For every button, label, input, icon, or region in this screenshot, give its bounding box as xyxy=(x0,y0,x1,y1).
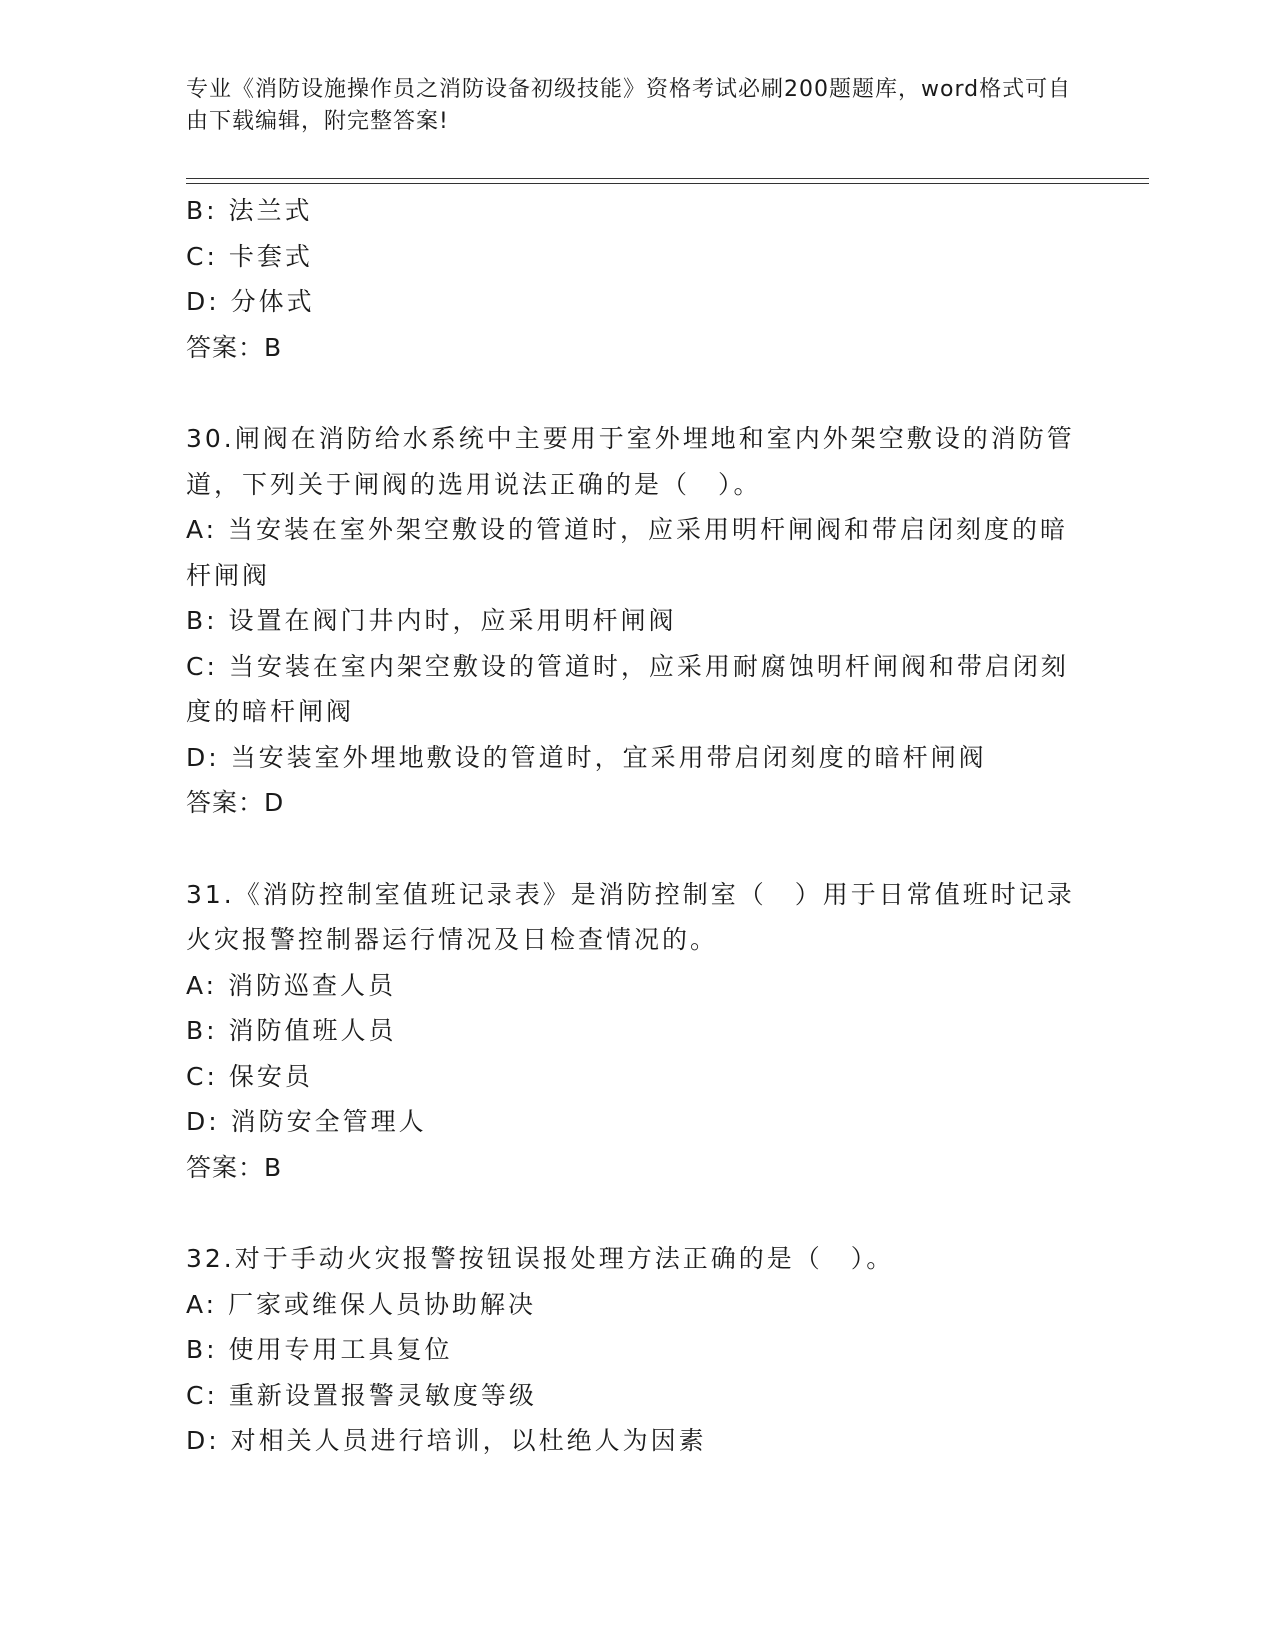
header-rule xyxy=(186,178,1149,184)
option-b: B: 设置在阀门井内时，应采用明杆闸阀 xyxy=(186,606,677,635)
spacer xyxy=(186,370,1086,416)
option-d: D: 对相关人员进行培训，以杜绝人为因素 xyxy=(186,1426,707,1455)
option-b: B: 使用专用工具复位 xyxy=(186,1335,453,1364)
question-30 xyxy=(186,416,1086,826)
option-a: A: 厂家或维保人员协助解决 xyxy=(186,1289,537,1319)
spacer xyxy=(186,1190,1086,1236)
question-stem: 31.《消防控制室值班记录表》是消防控制室（ ）用于日常值班时记录火灾报警控制器运行情况及日检查情况的。 xyxy=(186,879,1075,954)
option-d: D: 当安装室外埋地敷设的管道时，宜采用带启闭刻度的暗杆闸阀 xyxy=(186,742,987,772)
option-b: B: 消防值班人员 xyxy=(186,1016,397,1045)
option-a: A: 消防巡查人员 xyxy=(186,970,397,1000)
option-c: C: 当安装在室内架空敷设的管道时，应采用耐腐蚀明杆闸阀和带启闭刻度的暗杆闸阀 xyxy=(186,651,1069,726)
answer: 答案：B xyxy=(186,332,283,362)
answer: 答案：B xyxy=(186,1152,283,1182)
option-c: C: 保安员 xyxy=(186,1061,313,1091)
answer: 答案：D xyxy=(186,788,285,817)
option-a: A: 当安装在室外架空敷设的管道时，应采用明杆闸阀和带启闭刻度的暗杆闸阀 xyxy=(186,515,1069,590)
question-stem: 30.闸阀在消防给水系统中主要用于室外埋地和室内外架空敷设的消防管道，下列关于闸阀的选用说法正确的是（ ）。 xyxy=(186,424,1075,499)
option-d: D: 消防安全管理人 xyxy=(186,1107,427,1136)
document-body xyxy=(186,188,1086,1464)
question-31 xyxy=(186,872,1086,1191)
spacer xyxy=(186,826,1086,872)
option-c: C: 重新设置报警灵敏度等级 xyxy=(186,1380,537,1410)
option-d: D: 分体式 xyxy=(186,287,315,316)
option-b: B: 法兰式 xyxy=(186,196,313,225)
page-header: 专业《消防设施操作员之消防设备初级技能》资格考试必刷200题题库，word格式可自由下载编辑，附完整答案! xyxy=(186,77,1072,134)
question-32 xyxy=(186,1236,1086,1464)
option-c: C: 卡套式 xyxy=(186,241,313,271)
prev-question-block xyxy=(186,188,1086,370)
question-stem: 32.对于手动火灾报警按钮误报处理方法正确的是（ ）。 xyxy=(186,1244,895,1273)
